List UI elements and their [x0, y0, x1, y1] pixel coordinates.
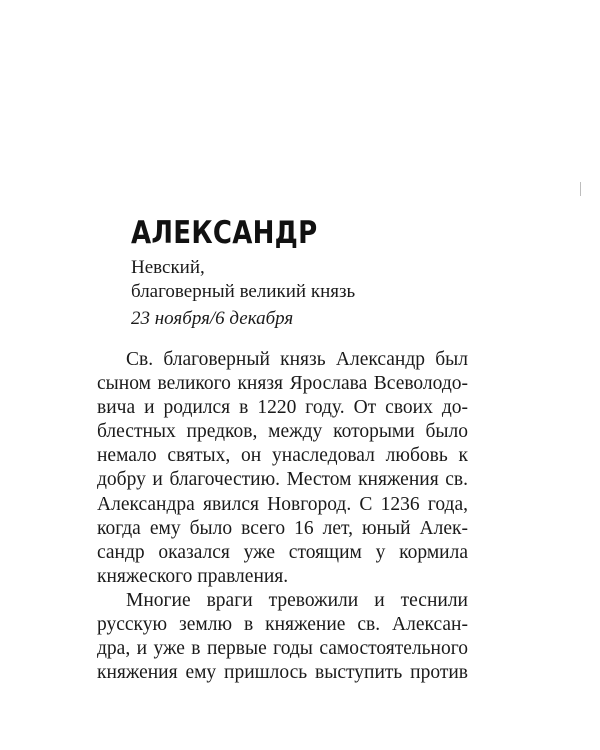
- text-line: княжения ему пришлось выступить против: [97, 662, 468, 684]
- saint-name-heading: АЛЕКСАНДР: [131, 215, 318, 251]
- text-line: немало святых, он унаследовал любовь к: [97, 445, 468, 467]
- text-line: Александра явился Новгород. С 1236 года,: [97, 493, 468, 515]
- body-text: [97, 348, 468, 685]
- text-line: сыном великого князя Ярослава Всеволодо-: [97, 373, 468, 395]
- text-line: Многие враги тревожили и теснили: [126, 589, 468, 611]
- text-line: сандр оказался уже стоящим у кормила: [97, 541, 468, 563]
- text-line: добру и благочестию. Местом княжения св.: [97, 469, 468, 491]
- text-line: русскую землю в княжение св. Алексан-: [97, 614, 468, 636]
- text-line: вича и родился в 1220 году. От своих до-: [97, 397, 468, 419]
- text-line: Св. благоверный князь Александр был: [126, 349, 468, 370]
- feast-date: 23 ноября/6 декабря: [131, 308, 294, 329]
- text-line: дра, и уже в первые годы самостоятельного: [97, 638, 468, 660]
- text-line: когда ему было всего 16 лет, юный Алек-: [97, 517, 468, 539]
- text-line: блестных предков, между которыми было: [97, 421, 468, 443]
- subtitle-line: благоверный великий князь: [131, 281, 356, 302]
- saint-subtitle: [131, 256, 355, 304]
- page-edge-mark: [580, 182, 581, 196]
- text-line: княжеского правления.: [97, 565, 289, 587]
- subtitle-line: Невский,: [131, 257, 205, 278]
